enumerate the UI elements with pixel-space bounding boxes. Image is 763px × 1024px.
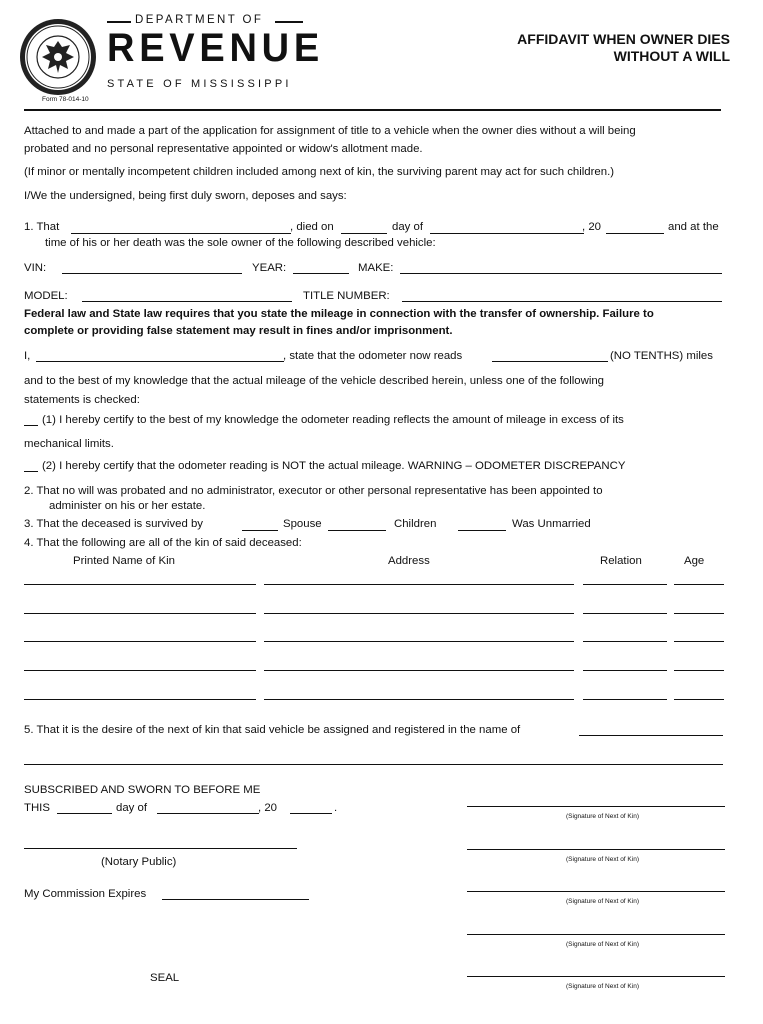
kin-name-field[interactable] — [24, 641, 256, 642]
kin-name-field[interactable] — [24, 613, 256, 614]
next-of-kin-signature-label: (Signature of Next of Kin) — [566, 856, 639, 863]
next-of-kin-signature-label: (Signature of Next of Kin) — [566, 813, 639, 820]
kin-age-field[interactable] — [674, 699, 724, 700]
next-of-kin-signature-field[interactable] — [467, 849, 725, 850]
assignee-name-field-line2[interactable] — [24, 764, 723, 765]
next-of-kin-signature-label: (Signature of Next of Kin) — [566, 898, 639, 905]
unmarried-label: Was Unmarried — [512, 518, 591, 530]
odometer-i: I, — [24, 350, 31, 362]
intro-line-2: probated and no personal representative appointed or widow's allotment made. — [24, 143, 423, 155]
notary-year-field[interactable] — [290, 813, 332, 814]
kin-relation-field[interactable] — [583, 584, 667, 585]
next-of-kin-signature-field[interactable] — [467, 976, 725, 977]
year-field[interactable] — [293, 273, 349, 274]
kin-name-field[interactable] — [24, 670, 256, 671]
kin-address-field[interactable] — [264, 641, 574, 642]
form-number: Form 78-014-10 — [42, 96, 89, 103]
warning-line-2: complete or providing false statement may result in fines and/or imprisonment. — [24, 325, 453, 337]
item1-line2: time of his or her death was the sole owner of the following described vehicle: — [45, 237, 436, 249]
department-of-text: DEPARTMENT OF — [135, 14, 264, 26]
notary-this: THIS — [24, 802, 50, 814]
model-label: MODEL: — [24, 290, 68, 302]
kin-age-field[interactable] — [674, 613, 724, 614]
form-title-line2: WITHOUT A WILL — [613, 48, 730, 64]
kin-relation-field[interactable] — [583, 670, 667, 671]
death-month-field[interactable] — [430, 233, 584, 234]
kin-age-field[interactable] — [674, 584, 724, 585]
notary-seal-label: SEAL — [150, 972, 180, 984]
item2-line2: administer on his or her estate. — [49, 500, 206, 512]
item2-line1: 2. That no will was probated and no administrator, executor or other personal representative has been appointed to — [24, 485, 603, 497]
intro-line-1: Attached to and made a part of the application for assignment of title to a vehicle when the owner dies without a will being — [24, 125, 636, 137]
commission-expires-label: My Commission Expires — [24, 888, 147, 900]
odometer-line-3: statements is checked: — [24, 394, 140, 406]
notary-subscribed: SUBSCRIBED AND SWORN TO BEFORE ME — [24, 784, 261, 796]
revenue-wordmark: REVENUE — [107, 26, 324, 70]
odometer-option2-checkbox[interactable] — [24, 471, 38, 472]
make-label: MAKE: — [358, 262, 394, 274]
odometer-name-field[interactable] — [36, 361, 284, 362]
odometer-reading-field[interactable] — [492, 361, 608, 362]
make-field[interactable] — [400, 273, 722, 274]
notary-signature-field[interactable] — [24, 848, 297, 849]
item3-prefix: 3. That the deceased is survived by — [24, 518, 203, 530]
kin-address-field[interactable] — [264, 699, 574, 700]
kin-address-field[interactable] — [264, 670, 574, 671]
form-title-line1: AFFIDAVIT WHEN OWNER DIES — [517, 31, 730, 47]
title-number-field[interactable] — [402, 301, 722, 302]
vin-field[interactable] — [62, 273, 242, 274]
assignee-name-field[interactable] — [579, 735, 723, 736]
odometer-option1-line1: (1) I hereby certify to the best of my knowledge the odometer reading reflects the amount of mileage in excess of its — [42, 414, 624, 426]
kin-relation-field[interactable] — [583, 613, 667, 614]
children-count-field[interactable] — [328, 530, 386, 531]
death-day-field[interactable] — [341, 233, 387, 234]
item5-text: 5. That it is the desire of the next of kin that said vehicle be assigned and registered in the name of — [24, 724, 521, 736]
state-of-mississippi-text: STATE OF MISSISSIPPI — [107, 78, 292, 90]
warning-line-1: Federal law and State law requires that you state the mileage in connection with the transfer of ownership. Failure to — [24, 308, 654, 320]
year-label: YEAR: — [252, 262, 287, 274]
notary-period: . — [334, 802, 338, 814]
header-divider — [24, 109, 721, 111]
item1-twenty: , 20 — [582, 221, 601, 233]
odometer-line-2: and to the best of my knowledge that the actual mileage of the vehicle described herein, unless one of the following — [24, 375, 605, 387]
title-number-label: TITLE NUMBER: — [303, 290, 390, 302]
kin-relation-field[interactable] — [583, 641, 667, 642]
item1-died-on: , died on — [290, 221, 334, 233]
odometer-no-tenths: (NO TENTHS) miles — [610, 350, 713, 362]
notary-day-field[interactable] — [57, 813, 112, 814]
deceased-name-field[interactable] — [71, 233, 291, 234]
kin-address-field[interactable] — [264, 584, 574, 585]
kin-address-field[interactable] — [264, 613, 574, 614]
kin-name-field[interactable] — [24, 699, 256, 700]
notary-day-of: day of — [116, 802, 148, 814]
kin-name-field[interactable] — [24, 584, 256, 585]
spouse-label: Spouse — [283, 518, 322, 530]
kin-relation-field[interactable] — [583, 699, 667, 700]
item1-day-of: day of — [392, 221, 424, 233]
intro-line-3: (If minor or mentally incompetent children included among next of kin, the surviving parent may act for such children.) — [24, 166, 615, 178]
kin-header-name: Printed Name of Kin — [73, 555, 175, 567]
item1-and-at-the: and at the — [668, 221, 719, 233]
notary-twenty: , 20 — [258, 802, 277, 814]
notary-month-field[interactable] — [157, 813, 259, 814]
unmarried-field[interactable] — [458, 530, 506, 531]
odometer-option2: (2) I hereby certify that the odometer reading is NOT the actual mileage. WARNING – ODOMETER DISCREPANCY — [42, 460, 626, 472]
odometer-option1-checkbox[interactable] — [24, 425, 38, 426]
next-of-kin-signature-label: (Signature of Next of Kin) — [566, 983, 639, 990]
item4: 4. That the following are all of the kin of said deceased: — [24, 537, 302, 549]
death-year-field[interactable] — [606, 233, 664, 234]
odometer-option1-line2: mechanical limits. — [24, 438, 114, 450]
kin-header-address: Address — [388, 555, 430, 567]
odometer-state-that: , state that the odometer now reads — [283, 350, 463, 362]
spouse-count-field[interactable] — [242, 530, 278, 531]
commission-expires-field[interactable] — [162, 899, 309, 900]
kin-age-field[interactable] — [674, 641, 724, 642]
mississippi-seal-logo — [18, 17, 98, 97]
next-of-kin-signature-label: (Signature of Next of Kin) — [566, 941, 639, 948]
intro-line-4: I/We the undersigned, being first duly sworn, deposes and says: — [24, 190, 347, 202]
notary-public-label: (Notary Public) — [101, 856, 177, 868]
vin-label: VIN: — [24, 262, 47, 274]
kin-age-field[interactable] — [674, 670, 724, 671]
kin-header-relation: Relation — [600, 555, 642, 567]
next-of-kin-signature-field[interactable] — [467, 934, 725, 935]
next-of-kin-signature-field[interactable] — [467, 891, 725, 892]
item1-that: 1. That — [24, 221, 60, 233]
model-field[interactable] — [82, 301, 292, 302]
kin-header-age: Age — [684, 555, 705, 567]
children-label: Children — [394, 518, 437, 530]
next-of-kin-signature-field[interactable] — [467, 806, 725, 807]
